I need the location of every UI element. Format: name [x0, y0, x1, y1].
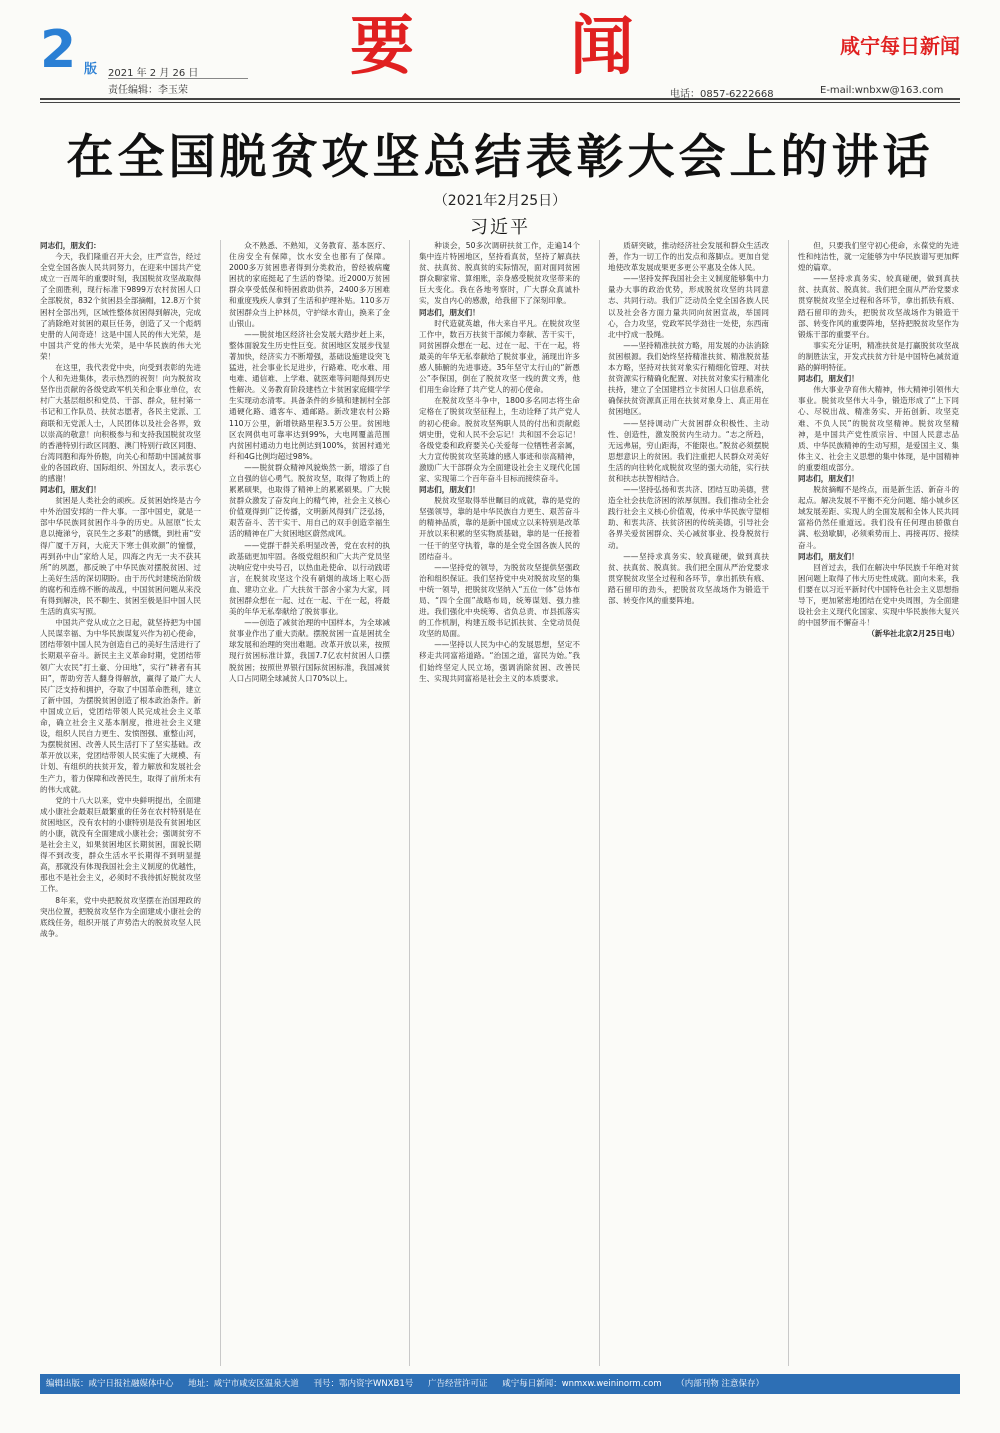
- newspaper-name: 咸宁每日新闻: [840, 34, 960, 58]
- article-paragraph: ——坚持求真务实、较真碰硬，做到真扶贫、扶真贫、脱真贫。我们把全面从严治党要求贯穿脱贫攻坚全过程和各环节，拿出抓铁有痕、踏石留印的劲头，把脱贫攻坚战场作为锻造干部、转变作风的重要阵地，坚持把脱贫攻坚作为锻炼干部的重要平台。: [798, 274, 959, 339]
- article-paragraph: ——脱贫群众精神风貌焕然一新，增添了自立自强的信心勇气。脱贫攻坚，取得了物质上的累累硕果，也取得了精神上的累累硕果。广大脱贫群众激发了奋发向上的精气神，社会主义核心价值观得到广泛传播，文明新风得到广泛弘扬，艰苦奋斗、苦干实干、用自己的双手创造幸福生活的精神在广大贫困地区蔚然成风。: [229, 462, 390, 539]
- article-paragraph: ——脱贫地区经济社会发展大踏步赶上来，整体面貌发生历史性巨变。贫困地区发展步伐显著加快，经济实力不断增强，基础设施建设突飞猛进，社会事业长足进步，行路难、吃水难、用电难、通信难、上学难、就医难等问题得到历史性解决。义务教育阶段建档立卡贫困家庭辍学学生实现动态清零。具备条件的乡镇和建制村全部通硬化路、通客车、通邮路。新改建农村公路110万公里，新增铁路里程3.5万公里。贫困地区农网供电可靠率达到99%，大电网覆盖范围内贫困村通动力电比例达到100%，贫困村通光纤和4G比例均超过98%。: [229, 329, 390, 461]
- article-paragraph: 脱贫攻坚取得举世瞩目的成就，靠的是党的坚强领导，靠的是中华民族自力更生、艰苦奋斗的精神品质，靠的是新中国成立以来特别是改革开放以来积累的坚实物质基础，靠的是一任接着一任干的坚守执着，靠的是全党全国各族人民的团结奋斗。: [419, 496, 580, 561]
- article-paragraph: ——坚持党的领导，为脱贫攻坚提供坚强政治和组织保证。我们坚持党中央对脱贫攻坚的集中统一领导，把脱贫攻坚纳入“五位一体”总体布局、“四个全面”战略布局，统筹谋划、强力推进。我们强化中央统筹、省负总责、市县抓落实的工作机制，构建五级书记抓扶贫、全党动员促攻坚的局面。: [419, 562, 580, 639]
- footer-bar: [40, 1374, 960, 1394]
- footer-notice: （内部刊物 注意保存）: [676, 1379, 764, 1389]
- article-column-5: [798, 240, 959, 1366]
- article-paragraph: ——坚持以人民为中心的发展思想，坚定不移走共同富裕道路。“治国之道，富民为始。”我们始终坚定人民立场，强调消除贫困、改善民生、实现共同富裕是社会主义的本质要求。: [419, 640, 580, 683]
- article-column-3: [419, 240, 580, 1366]
- article-column-4: [608, 240, 769, 1366]
- article-paragraph: 脱贫摘帽不是终点，而是新生活、新奋斗的起点。解决发展不平衡不充分问题、缩小城乡区域发展差距、实现人的全面发展和全体人民共同富裕仍然任重道远。我们没有任何理由骄傲自满、松劲歇脚，必须乘势而上、再接再厉、接续奋斗。: [798, 485, 959, 550]
- article-paragraph: 但，只要我们坚守初心使命，永葆党的先进性和纯洁性，就一定能够为中华民族谱写更加辉煌的篇章。: [798, 241, 959, 273]
- article-paragraph: 贫困是人类社会的顽疾。反贫困始终是古今中外治国安邦的一件大事。一部中国史，就是一部中华民族同贫困作斗争的历史。从屈原“长太息以掩涕兮，哀民生之多艰”的感慨，到杜甫“安得广厦千万间，大庇天下寒士俱欢颜”的憧憬，再到孙中山“家给人足，四海之内无一夫不获其所”的夙愿，都反映了中华民族对摆脱贫困、过上美好生活的深切期盼。由于历代封建统治阶级的腐朽和连绵不断的战乱，中国贫困问题从来没有得到解决，民不聊生、贫困至极是旧中国人民生活的真实写照。: [40, 496, 201, 617]
- section-title-char-1: 要: [350, 9, 414, 84]
- footer-ad-license: 广告经营许可证: [427, 1379, 488, 1389]
- masthead-rule: [40, 98, 960, 100]
- column-divider: [220, 240, 221, 1366]
- article-paragraph: ——党群干群关系明显改善，党在农村的执政基础更加牢固。各级党组织和广大共产党员坚决响应党中央号召，以热血赴使命、以行动践诺言，在脱贫攻坚这个没有硝烟的战场上呕心沥血、建功立业。广大扶贫干部舍小家为大家，同贫困群众想在一起、过在一起、干在一起，将最美的年华无私奉献给了脱贫事业。: [229, 540, 390, 617]
- article-paragraph: 回首过去，我们在解决中华民族千年绝对贫困问题上取得了伟大历史性成就。面向未来，我们要在以习近平新时代中国特色社会主义思想指导下，更加紧密地团结在党中央周围，为全面建设社会主义现代化国家、实现中华民族伟大复兴的中国梦而不懈奋斗！: [798, 562, 959, 628]
- contact-email: E-mail:wnbxw@163.com: [820, 85, 944, 96]
- masthead: [0, 0, 1000, 100]
- article-paragraph: 8年来，党中央把脱贫攻坚摆在治国理政的突出位置，把脱贫攻坚作为全面建成小康社会的底线任务，组织开展了声势浩大的脱贫攻坚人民战争。: [40, 895, 201, 938]
- article-paragraph: 今天，我们隆重召开大会，庄严宣告，经过全党全国各族人民共同努力，在迎来中国共产党成立一百周年的重要时刻，我国脱贫攻坚战取得了全面胜利，现行标准下9899万农村贫困人口全部脱贫，832个贫困县全部摘帽，12.8万个贫困村全部出列，区域性整体贫困得到解决，完成了消除绝对贫困的艰巨任务，创造了又一个彪炳史册的人间奇迹！这是中国人民的伟大光荣，是中国共产党的伟大光荣，是中华民族的伟大光荣！: [40, 252, 201, 361]
- article-paragraph: 同志们，朋友们！: [419, 485, 480, 495]
- article-paragraph: 同志们，朋友们！: [40, 485, 101, 495]
- article-paragraph: ——坚持精准扶贫方略，用发展的办法消除贫困根源。我们始终坚持精准扶贫、精准脱贫基本方略，坚持对扶贫对象实行精细化管理、对扶贫资源实行精确化配置、对扶贫对象实行精准化扶持，建立了全国建档立卡贫困人口信息系统，确保扶贫资源真正用在扶贫对象身上、真正用在贫困地区。: [608, 340, 769, 417]
- article-column-1: [40, 240, 201, 1366]
- meta-divider: [108, 78, 248, 79]
- article-paragraph: 党的十八大以来，党中央鲜明提出，全面建成小康社会最艰巨最繁重的任务在农村特别是在贫困地区，没有农村的小康特别是没有贫困地区的小康，就没有全面建成小康社会；强调贫穷不是社会主义，如果贫困地区长期贫困，面貌长期得不到改变，群众生活水平长期得不到明显提高，那就没有体现我国社会主义制度的优越性，那也不是社会主义，必须时不我待抓好脱贫攻坚工作。: [40, 795, 201, 894]
- article-paragraph: 在这里，我代表党中央，向受到表彰的先进个人和先进集体，表示热烈的祝贺！向为脱贫攻坚作出贡献的各级党政军机关和企事业单位，农村广大基层组织和党员、干部、群众，驻村第一书记和工作队员、扶贫志愿者，各民主党派、工商联和无党派人士，人民团体以及社会各界，致以崇高的敬意！向积极参与和支持我国脱贫攻坚的香港特别行政区同胞、澳门特别行政区同胞、台湾同胞和海外侨胞，向关心和帮助中国减贫事业的各国政府、国际组织、外国友人，表示衷心的感谢！: [40, 363, 201, 483]
- footer-address: 地址：咸宁市咸安区温泉大道: [188, 1379, 299, 1389]
- article-paragraph: 事实充分证明，精准扶贫是打赢脱贫攻坚战的制胜法宝，开发式扶贫方针是中国特色减贫道路的鲜明特征。: [798, 340, 959, 373]
- article-paragraph: 种谈会，50多次调研扶贫工作，走遍14个集中连片特困地区，坚持看真贫，坚持了解真扶贫、扶真贫、脱真贫的实际情况，面对面同贫困群众聊家常、算细账，亲身感受脱贫攻坚带来的巨大变化。我在各地考察时，广大群众真诚朴实，发自内心的感激，给我留下了深刻印象。: [419, 241, 580, 306]
- article-body: [40, 240, 960, 1366]
- article-paragraph: 同志们，朋友们！: [419, 307, 480, 317]
- article-paragraph: ——坚持调动广大贫困群众积极性、主动性、创造性，激发脱贫内生动力。“志之所趋，无远弗届，穷山距海，不能限也。”脱贫必须摆脱思想意识上的贫困。我们注重把人民群众对美好生活的向往转化成脱贫攻坚的强大动能，实行扶贫和扶志扶智相结合。: [608, 418, 769, 483]
- article-paragraph: 同志们，朋友们！: [798, 473, 859, 483]
- issue-date: 2021 年 2 月 26 日: [108, 68, 199, 79]
- article-paragraph: 同志们，朋友们！: [798, 374, 859, 384]
- editor-credit: 责任编辑：李玉荣: [108, 85, 188, 96]
- section-title-char-2: 闻: [570, 9, 634, 84]
- article-author: 习近平: [470, 217, 530, 238]
- article-paragraph: 质研突破，推动经济社会发展和群众生活改善，作为一切工作的出发点和落脚点。更加自觉地使改革发展成果更多更公平惠及全体人民。: [608, 241, 769, 273]
- article-paragraph: 众不熟悉、不熟知，义务教育、基本医疗、住房安全有保障，饮水安全也都有了保障。2000多万贫困患者得到分类救治，曾经被病魔困扰的家庭挺起了生活的脊梁。近2000万贫困群众享受低保和特困救助供养，2400多万困难和重度残疾人拿到了生活和护理补贴。110多万贫困群众当上护林员，守护绿水青山，换来了金山银山。: [229, 241, 390, 328]
- article-paragraph: ——坚持求真务实、较真碰硬，做到真扶贫、扶真贫、脱真贫。我们把全面从严治党要求贯穿脱贫攻坚全过程和各环节，拿出抓铁有痕、踏石留印的劲头，把脱贫攻坚战场作为锻造干部、转变作风的重要阵地。: [608, 551, 769, 605]
- article-headline: 在全国脱贫攻坚总结表彰大会上的讲话: [66, 130, 934, 185]
- column-divider: [599, 240, 600, 1366]
- article-paragraph: 伟大事业孕育伟大精神，伟大精神引领伟大事业。脱贫攻坚伟大斗争，锻造形成了“上下同心、尽锐出战、精准务实、开拓创新、攻坚克难、不负人民”的脱贫攻坚精神。脱贫攻坚精神，是中国共产党性质宗旨、中国人民意志品质、中华民族精神的生动写照，是爱国主义、集体主义、社会主义思想的集中体现，是中国精神的重要组成部分。: [798, 385, 959, 472]
- article-paragraph: 同志们，朋友们！: [798, 551, 859, 561]
- footer-registration: 刊号：鄂内资字WNXB1号: [313, 1379, 414, 1389]
- article-paragraph: 时代造就英雄，伟大来自平凡。在脱贫攻坚工作中，数百万扶贫干部倾力奉献、苦干实干，同贫困群众想在一起、过在一起、干在一起，将最美的年华无私奉献给了脱贫事业，涌现出许多感人肺腑的先进事迹。35年坚守太行山的“新愚公”李保国，倒在了脱贫攻坚一线的黄文秀，他们用生命诠释了共产党人的初心使命。: [419, 318, 580, 395]
- article-paragraph: 同志们，朋友们：: [40, 241, 101, 250]
- page-number: 2: [40, 20, 77, 80]
- article-paragraph: 中国共产党从成立之日起，就坚持把为中国人民谋幸福、为中华民族谋复兴作为初心使命，团结带领中国人民为创造自己的美好生活进行了长期艰辛奋斗。新民主主义革命时期，党团结带领广大农民“打土豪、分田地”，实行“耕者有其田”，帮助穷苦人翻身得解放，赢得了最广大人民广泛支持和拥护，夺取了中国革命胜利，建立了新中国，为摆脱贫困创造了根本政治条件。新中国成立后，党团结带领人民完成社会主义革命，确立社会主义基本制度，推进社会主义建设，组织人民自力更生、发愤图强、重整山河，为摆脱贫困、改善人民生活打下了坚实基础。改革开放以来，党团结带领人民实施了大规模、有计划、有组织的扶贫开发，着力解放和发展社会生产力，着力保障和改善民生，取得了前所未有的伟大成就。: [40, 618, 201, 794]
- page-suffix: 版: [84, 62, 98, 77]
- article-paragraph: （新华社北京2月25日电）: [867, 629, 959, 639]
- article-dateline: （2021年2月25日）: [433, 193, 567, 209]
- footer-publisher: 编辑出版：咸宁日报社融媒体中心: [46, 1379, 174, 1389]
- column-divider: [409, 240, 410, 1366]
- article-paragraph: 在脱贫攻坚斗争中，1800多名同志将生命定格在了脱贫攻坚征程上，生动诠释了共产党人的初心使命。脱贫攻坚殉职人员的付出和贡献彪炳史册，党和人民不会忘记！共和国不会忘记！各级党委和政府要关心关爱每一位牺牲者亲属，大力宣传脱贫攻坚英雄的感人事迹和崇高精神，激励广大干部群众为全面建设社会主义现代化国家、实现第二个百年奋斗目标而接续奋斗。: [419, 396, 580, 483]
- masthead-rule-thin: [40, 102, 960, 103]
- article-paragraph: ——坚持发挥我国社会主义制度能够集中力量办大事的政治优势，形成脱贫攻坚的共同意志、共同行动。我们广泛动员全党全国各族人民以及社会各方面力量共同向贫困宣战，举国同心，合力攻坚，党政军民学劲往一处使，东西南北中拧成一股绳。: [608, 274, 769, 339]
- article-paragraph: ——创造了减贫治理的中国样本，为全球减贫事业作出了重大贡献。摆脱贫困一直是困扰全球发展和治理的突出难题。改革开放以来，按照现行贫困标准计算，我国7.7亿农村贫困人口摆脱贫困；按照世界银行国际贫困标准，我国减贫人口占同期全球减贫人口70%以上。: [229, 618, 390, 683]
- contact-phone: 电话：0857-6222668: [670, 89, 774, 100]
- column-divider: [788, 240, 789, 1366]
- article-paragraph: ——坚持弘扬和衷共济、团结互助美德，营造全社会扶危济困的浓厚氛围。我们推动全社会践行社会主义核心价值观，传承中华民族守望相助、和衷共济、扶贫济困的传统美德，引导社会各界关爱贫困群众、关心减贫事业、投身脱贫行动。: [608, 485, 769, 550]
- article-column-2: [229, 240, 390, 1366]
- footer-website: 咸宁每日新闻：wnmxw.weininorm.com: [502, 1379, 662, 1389]
